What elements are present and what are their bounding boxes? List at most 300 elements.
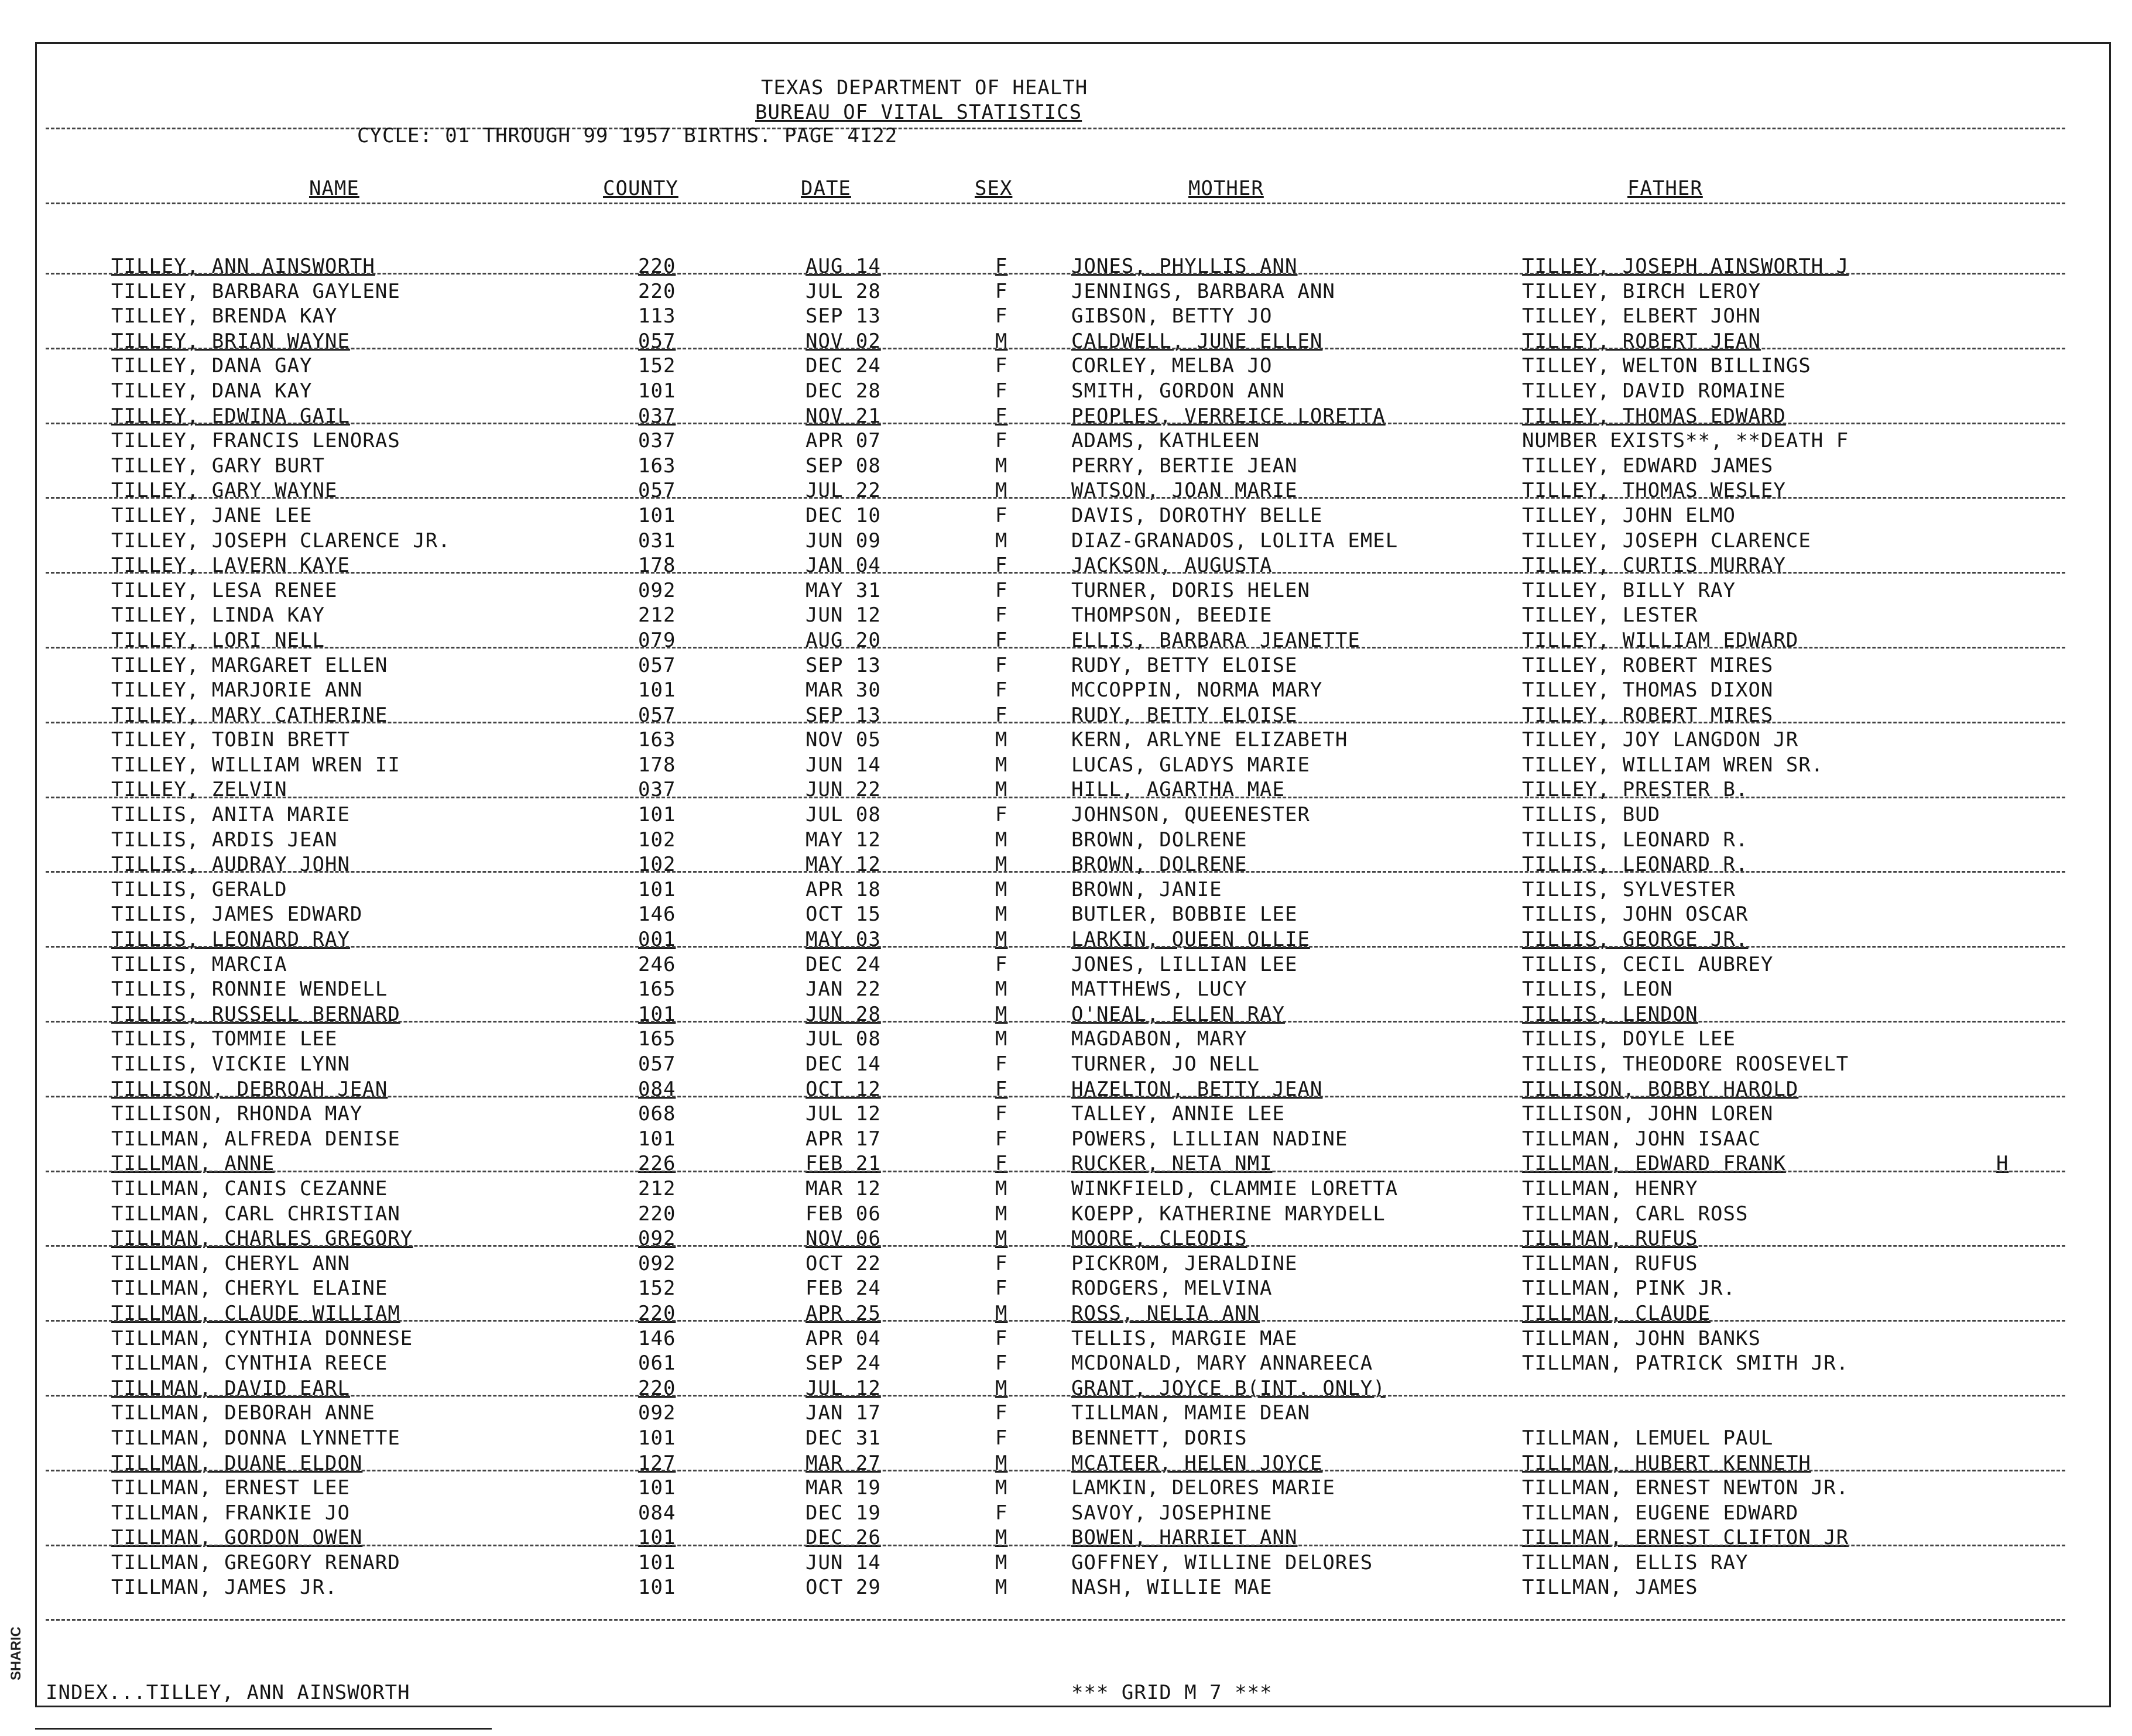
separator-rule [46,797,2065,798]
separator-rule [46,1096,2065,1097]
record-name: TILLMAN, DONNA LYNNETTE [111,1426,400,1450]
record-father: TILLEY, ROBERT MIRES [1522,653,1774,677]
record-father: TILLEY, DAVID ROMAINE [1522,379,1786,403]
record-father: TILLEY, JOHN ELMO [1522,503,1736,527]
record-name: TILLMAN, CLAUDE WILLIAM [111,1301,400,1325]
record-father: TILLEY, LESTER [1522,603,1698,627]
table-row [0,578,2132,603]
separator-rule [46,348,2065,349]
record-date: AUG 20 [806,628,881,652]
record-mother: MAGDABON, MARY [1071,1027,1247,1051]
record-date: MAR 27 [806,1451,881,1475]
record-date: FEB 06 [806,1202,881,1226]
record-father: TILLIS, LEON [1522,977,1673,1001]
record-mother: CORLEY, MELBA JO [1071,354,1273,378]
record-county: 057 [638,479,676,503]
record-name: TILLEY, BRIAN WAYNE [111,329,350,353]
record-father: TILLIS, CECIL AUBREY [1522,952,1774,976]
record-date: DEC 10 [806,503,881,527]
record-father: TILLMAN, JAMES [1522,1576,1698,1600]
table-row [0,1351,2132,1376]
record-mother: ADAMS, KATHLEEN [1071,429,1260,453]
record-name: TILLEY, JOSEPH CLARENCE JR. [111,529,451,553]
record-father: TILLEY, THOMAS WESLEY [1522,479,1786,503]
record-date: SEP 13 [806,703,881,727]
record-father: TILLEY, EDWARD JAMES [1522,454,1774,478]
record-name: TILLEY, MARY CATHERINE [111,703,388,727]
separator-rule [46,572,2065,574]
record-name: TILLMAN, ANNE [111,1152,275,1176]
record-mother: MATTHEWS, LUCY [1071,977,1247,1001]
record-date: MAY 31 [806,578,881,602]
record-county: 163 [638,454,676,478]
record-sex: M [995,1176,1008,1200]
record-father: TILLIS, GEORGE JR. [1522,928,1749,952]
record-father: TILLEY, WILLIAM WREN SR. [1522,753,1824,777]
record-name: TILLIS, VICKIE LYNN [111,1052,350,1076]
record-date: JUN 14 [806,753,881,777]
record-sex: M [995,1476,1008,1500]
record-sex: F [995,578,1008,602]
record-date: MAY 12 [806,853,881,877]
record-county: 101 [638,503,676,527]
record-sex: F [995,404,1008,428]
record-date: AUG 14 [806,255,881,278]
record-date: SEP 13 [806,304,881,328]
record-date: APR 25 [806,1301,881,1325]
record-mother: BUTLER, BOBBIE LEE [1071,903,1298,927]
record-name: TILLEY, BRENDA KAY [111,304,338,328]
record-mother: RUDY, BETTY ELOISE [1071,703,1298,727]
record-county: 057 [638,703,676,727]
record-mother: GIBSON, BETTY JO [1071,304,1273,328]
record-name: TILLISON, DEBROAH JEAN [111,1077,388,1101]
table-row [0,1102,2132,1127]
separator-rule [46,1619,2065,1621]
record-name: TILLEY, DANA GAY [111,354,313,378]
record-mother: GRANT, JOYCE B(INT. ONLY) [1071,1376,1386,1400]
separator-rule [46,497,2065,499]
record-father: TILLEY, ROBERT JEAN [1522,329,1761,353]
record-mother: WINKFIELD, CLAMMIE LORETTA [1071,1176,1399,1200]
record-county: 092 [638,1401,676,1425]
record-date: SEP 24 [806,1351,881,1375]
table-row [0,1077,2132,1102]
record-date: JUN 09 [806,529,881,553]
record-date: JUL 08 [806,803,881,827]
record-father: TILLEY, BIRCH LEROY [1522,279,1761,303]
table-row [0,728,2132,753]
separator-rule [46,1021,2065,1023]
table-row [0,802,2132,828]
record-date: JAN 22 [806,977,881,1001]
record-father: TILLMAN, LEMUEL PAUL [1522,1426,1774,1450]
table-row [0,1525,2132,1550]
record-date: APR 07 [806,429,881,453]
record-sex: M [995,454,1008,478]
record-father: TILLMAN, CLAUDE [1522,1301,1711,1325]
table-row [0,428,2132,454]
table-row [0,304,2132,329]
record-sex: M [995,1027,1008,1051]
grid-footer: *** GRID M 7 *** [1071,1681,1273,1704]
record-date: DEC 14 [806,1052,881,1076]
record-name: TILLMAN, ALFREDA DENISE [111,1127,400,1151]
record-county: 113 [638,304,676,328]
record-county: 037 [638,778,676,802]
record-sex: F [995,678,1008,702]
record-mother: BROWN, DOLRENE [1071,853,1247,877]
record-mother: DIAZ-GRANADOS, LOLITA EMEL [1071,529,1399,553]
record-name: TILLEY, EDWINA GAIL [111,404,350,428]
table-row [0,1376,2132,1401]
record-sex: F [995,653,1008,677]
record-name: TILLMAN, GREGORY RENARD [111,1550,400,1574]
record-county: 037 [638,404,676,428]
table-row [0,478,2132,503]
table-row [0,703,2132,728]
record-county: 092 [638,578,676,602]
record-father: NUMBER EXISTS**, **DEATH F [1522,429,1849,453]
record-county: 220 [638,279,676,303]
record-mother: KOEPP, KATHERINE MARYDELL [1071,1202,1386,1226]
record-county: 220 [638,1376,676,1400]
record-name: TILLIS, GERALD [111,877,287,901]
column-header-date: DATE [801,177,851,200]
record-date: NOV 21 [806,404,881,428]
record-sex: F [995,1251,1008,1275]
record-extra: H [1996,1152,2009,1176]
record-date: OCT 29 [806,1576,881,1600]
record-date: FEB 21 [806,1152,881,1176]
record-county: 146 [638,903,676,927]
record-mother: WATSON, JOAN MARIE [1071,479,1298,503]
record-sex: M [995,1301,1008,1325]
record-date: APR 17 [806,1127,881,1151]
record-mother: HILL, AGARTHA MAE [1071,778,1285,802]
record-date: DEC 24 [806,354,881,378]
record-sex: F [995,279,1008,303]
record-county: 101 [638,678,676,702]
record-sex: F [995,703,1008,727]
record-sex: F [995,1326,1008,1350]
record-date: MAR 12 [806,1176,881,1200]
record-county: 001 [638,928,676,952]
table-row [0,1476,2132,1501]
table-row [0,1226,2132,1251]
record-father: TILLMAN, RUFUS [1522,1227,1698,1251]
record-father: TILLIS, BUD [1522,803,1661,827]
record-county: 165 [638,977,676,1001]
column-header-rule [46,203,2065,204]
record-sex: F [995,255,1008,278]
record-date: JUL 12 [806,1376,881,1400]
table-row [0,1127,2132,1152]
record-mother: CALDWELL, JUNE ELLEN [1071,329,1323,353]
record-date: NOV 05 [806,728,881,752]
record-name: TILLEY, LESA RENEE [111,578,338,602]
record-mother: BENNETT, DORIS [1071,1426,1247,1450]
record-father: TILLIS, LEONARD R. [1522,853,1749,877]
record-sex: M [995,877,1008,901]
table-row [0,653,2132,678]
table-row [0,628,2132,653]
table-row [0,1550,2132,1576]
record-mother: PERRY, BERTIE JEAN [1071,454,1298,478]
table-row [0,952,2132,977]
record-name: TILLIS, MARCIA [111,952,287,976]
record-sex: M [995,977,1008,1001]
separator-rule [46,647,2065,649]
record-sex: F [995,628,1008,652]
record-county: 057 [638,653,676,677]
record-name: TILLIS, LEONARD RAY [111,928,350,952]
record-county: 037 [638,429,676,453]
record-name: TILLIS, ANITA MARIE [111,803,350,827]
table-row [0,927,2132,952]
record-mother: JACKSON, AUGUSTA [1071,554,1273,578]
record-sex: F [995,354,1008,378]
record-sex: M [995,853,1008,877]
table-row [0,354,2132,379]
record-sex: F [995,554,1008,578]
table-row [0,1426,2132,1451]
record-name: TILLMAN, FRANKIE JO [111,1501,350,1525]
record-mother: TELLIS, MARGIE MAE [1071,1326,1298,1350]
column-header-mother: MOTHER [1188,177,1264,200]
record-sex: F [995,603,1008,627]
record-sex: F [995,952,1008,976]
record-sex: F [995,1127,1008,1151]
header-rule [46,128,2065,129]
record-date: JUL 12 [806,1102,881,1126]
record-name: TILLEY, LORI NELL [111,628,325,652]
record-county: 057 [638,329,676,353]
record-father: TILLEY, THOMAS EDWARD [1522,404,1786,428]
record-name: TILLEY, BARBARA GAYLENE [111,279,400,303]
record-name: TILLEY, FRANCIS LENORAS [111,429,400,453]
record-sex: M [995,753,1008,777]
record-father: TILLIS, LEONARD R. [1522,828,1749,852]
record-county: 101 [638,379,676,403]
record-mother: JOHNSON, QUEENESTER [1071,803,1310,827]
table-row [0,1326,2132,1351]
separator-rule [46,273,2065,275]
record-county: 101 [638,803,676,827]
record-sex: F [995,429,1008,453]
record-county: 101 [638,1476,676,1500]
record-father: TILLIS, THEODORE ROOSEVELT [1522,1052,1849,1076]
record-name: TILLEY, MARGARET ELLEN [111,653,388,677]
record-county: 152 [638,354,676,378]
record-mother: O'NEAL, ELLEN RAY [1071,1002,1285,1026]
table-row [0,678,2132,703]
table-row [0,1276,2132,1301]
record-name: TILLISON, RHONDA MAY [111,1102,363,1126]
record-father: TILLEY, ROBERT MIRES [1522,703,1774,727]
record-name: TILLMAN, CHERYL ELAINE [111,1277,388,1301]
record-date: SEP 13 [806,653,881,677]
record-date: OCT 15 [806,903,881,927]
table-row [0,379,2132,404]
record-mother: MCATEER, HELEN JOYCE [1071,1451,1323,1475]
record-county: 165 [638,1027,676,1051]
record-county: 146 [638,1326,676,1350]
record-name: TILLMAN, DUANE ELDON [111,1451,363,1475]
table-row [0,777,2132,802]
record-county: 226 [638,1152,676,1176]
table-row [0,1052,2132,1077]
record-date: OCT 12 [806,1077,881,1101]
record-date: APR 18 [806,877,881,901]
record-name: TILLEY, LINDA KAY [111,603,325,627]
record-sex: F [995,1152,1008,1176]
table-row [0,1202,2132,1227]
table-row [0,279,2132,304]
record-date: DEC 24 [806,952,881,976]
record-name: TILLEY, WILLIAM WREN II [111,753,400,777]
record-mother: JONES, PHYLLIS ANN [1071,255,1298,278]
table-row [0,503,2132,529]
records-list [0,254,2132,1600]
column-header-father: FATHER [1627,177,1703,200]
record-sex: M [995,778,1008,802]
record-father: TILLIS, JOHN OSCAR [1522,903,1749,927]
record-father: TILLIS, LENDON [1522,1002,1698,1026]
record-mother: JENNINGS, BARBARA ANN [1071,279,1335,303]
record-mother: RUDY, BETTY ELOISE [1071,653,1298,677]
record-sex: M [995,479,1008,503]
record-sex: F [995,1052,1008,1076]
record-sex: F [995,1102,1008,1126]
record-county: 101 [638,877,676,901]
record-mother: NASH, WILLIE MAE [1071,1576,1273,1600]
record-mother: SAVOY, JOSEPHINE [1071,1501,1273,1525]
record-mother: GOFFNEY, WILLINE DELORES [1071,1550,1373,1574]
record-father: TILLMAN, EUGENE EDWARD [1522,1501,1799,1525]
record-father: TILLMAN, HENRY [1522,1176,1698,1200]
table-row [0,1575,2132,1600]
record-county: 101 [638,1576,676,1600]
record-father: TILLISON, BOBBY HAROLD [1522,1077,1799,1101]
table-row [0,254,2132,279]
record-sex: M [995,728,1008,752]
record-mother: PEOPLES, VERREICE LORETTA [1071,404,1386,428]
record-mother: BOWEN, HARRIET ANN [1071,1526,1298,1550]
record-name: TILLMAN, CYNTHIA REECE [111,1351,388,1375]
record-name: TILLMAN, CARL CHRISTIAN [111,1202,400,1226]
record-county: 101 [638,1526,676,1550]
record-date: JUN 28 [806,1002,881,1026]
record-name: TILLEY, DANA KAY [111,379,313,403]
record-mother: ROSS, NELIA ANN [1071,1301,1260,1325]
record-mother: HAZELTON, BETTY JEAN [1071,1077,1323,1101]
record-date: DEC 31 [806,1426,881,1450]
record-sex: M [995,1576,1008,1600]
record-name: TILLIS, ARDIS JEAN [111,828,338,852]
record-father: TILLMAN, PATRICK SMITH JR. [1522,1351,1849,1375]
record-date: JUN 12 [806,603,881,627]
record-name: TILLMAN, DEBORAH ANNE [111,1401,375,1425]
record-father: TILLMAN, JOHN ISAAC [1522,1127,1761,1151]
record-sex: M [995,828,1008,852]
record-date: JUN 22 [806,778,881,802]
record-county: 057 [638,1052,676,1076]
index-footer: INDEX...TILLEY, ANN AINSWORTH [46,1681,410,1704]
side-label: SHARIC [8,1627,24,1681]
record-county: 102 [638,853,676,877]
record-sex: F [995,379,1008,403]
record-name: TILLEY, MARJORIE ANN [111,678,363,702]
record-mother: MOORE, CLEODIS [1071,1227,1247,1251]
record-name: TILLMAN, CYNTHIA DONNESE [111,1326,413,1350]
record-date: JUN 14 [806,1550,881,1574]
record-county: 092 [638,1251,676,1275]
separator-rule [46,1320,2065,1322]
record-mother: RODGERS, MELVINA [1071,1277,1273,1301]
record-date: JUL 22 [806,479,881,503]
table-row [0,603,2132,628]
record-father: TILLIS, DOYLE LEE [1522,1027,1736,1051]
record-sex: M [995,928,1008,952]
record-mother: ELLIS, BARBARA JEANETTE [1071,628,1360,652]
record-father: TILLEY, WELTON BILLINGS [1522,354,1811,378]
table-row [0,852,2132,877]
record-sex: F [995,1077,1008,1101]
separator-rule [46,722,2065,723]
table-row [0,828,2132,853]
record-sex: M [995,1451,1008,1475]
record-father: TILLIS, SYLVESTER [1522,877,1736,901]
separator-rule [46,1245,2065,1247]
record-father: TILLMAN, RUFUS [1522,1251,1698,1275]
table-row [0,553,2132,578]
table-row [0,454,2132,479]
record-name: TILLMAN, CANIS CEZANNE [111,1176,388,1200]
record-name: TILLEY, JANE LEE [111,503,313,527]
record-date: DEC 19 [806,1501,881,1525]
table-row [0,404,2132,429]
record-sex: M [995,1002,1008,1026]
record-father: TILLMAN, PINK JR. [1522,1277,1736,1301]
record-date: JAN 04 [806,554,881,578]
separator-rule [46,423,2065,424]
record-father: TILLEY, JOY LANGDON JR [1522,728,1799,752]
record-date: JAN 17 [806,1401,881,1425]
record-county: 101 [638,1426,676,1450]
record-date: FEB 24 [806,1277,881,1301]
table-row [0,753,2132,778]
record-county: 092 [638,1227,676,1251]
record-mother: SMITH, GORDON ANN [1071,379,1285,403]
record-mother: LUCAS, GLADYS MARIE [1071,753,1310,777]
table-row [0,1176,2132,1202]
record-sex: M [995,1550,1008,1574]
record-father: TILLEY, JOSEPH AINSWORTH J [1522,255,1849,278]
record-father: TILLMAN, ELLIS RAY [1522,1550,1749,1574]
record-name: TILLEY, TOBIN BRETT [111,728,350,752]
record-mother: PICKROM, JERALDINE [1071,1251,1298,1275]
table-row [0,1401,2132,1426]
record-sex: F [995,803,1008,827]
record-mother: POWERS, LILLIAN NADINE [1071,1127,1348,1151]
record-father: TILLMAN, ERNEST CLIFTON JR [1522,1526,1849,1550]
record-county: 101 [638,1127,676,1151]
record-mother: MCDONALD, MARY ANNAREECA [1071,1351,1373,1375]
record-date: NOV 02 [806,329,881,353]
record-date: APR 04 [806,1326,881,1350]
bottom-rule [35,1728,492,1730]
